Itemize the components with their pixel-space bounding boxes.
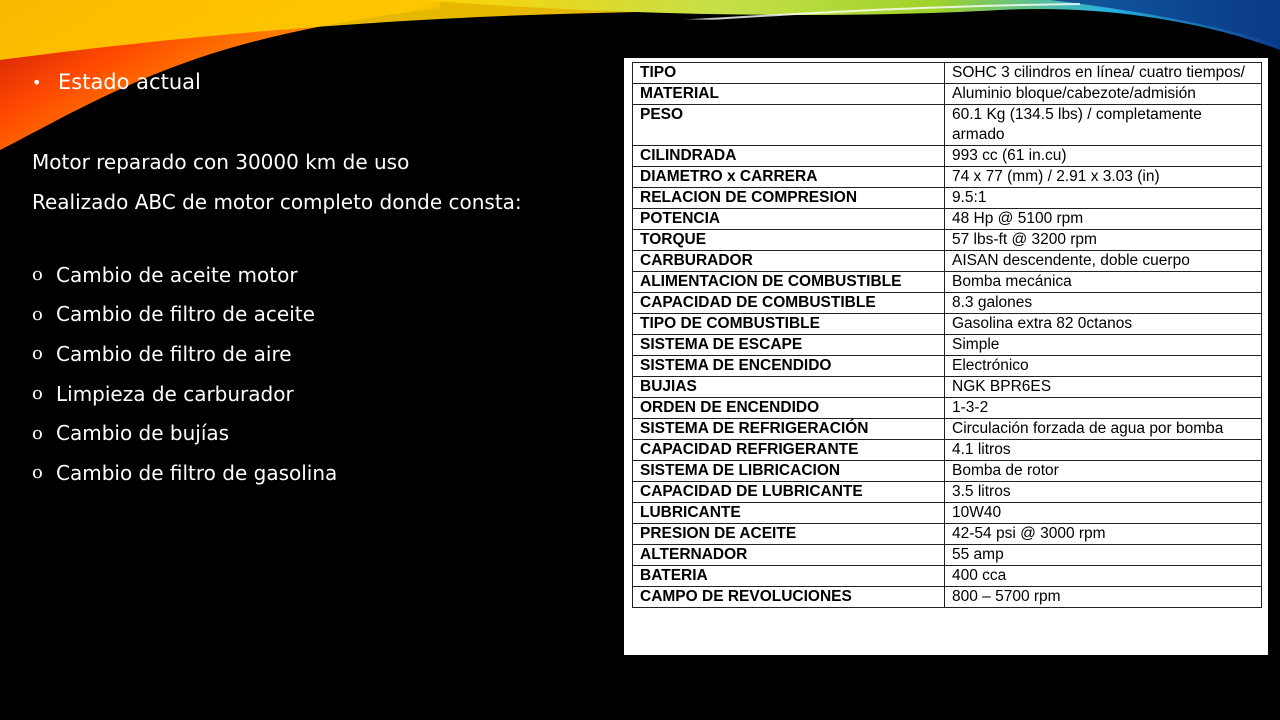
- spec-value: 400 cca: [945, 566, 1262, 587]
- spec-value: 3.5 litros: [945, 482, 1262, 503]
- spec-row: [633, 356, 1262, 377]
- spec-value: Circulación forzada de agua por bomba: [945, 419, 1262, 440]
- service-item: [32, 413, 337, 453]
- service-item: [32, 334, 337, 374]
- spec-row: [633, 545, 1262, 566]
- spec-row: [633, 188, 1262, 209]
- spec-row: [633, 272, 1262, 293]
- spec-row: [633, 63, 1262, 84]
- section-heading: [32, 70, 552, 94]
- spec-row: [633, 440, 1262, 461]
- service-item-text: Limpieza de carburador: [56, 381, 294, 406]
- spec-key: TIPO: [633, 63, 945, 84]
- spec-value: Electrónico: [945, 356, 1262, 377]
- service-item: [32, 374, 337, 414]
- spec-row: [633, 230, 1262, 251]
- spec-key: CAPACIDAD DE LUBRICANTE: [633, 482, 945, 503]
- spec-row: [633, 84, 1262, 105]
- left-text-column: [32, 70, 552, 485]
- spec-value: 55 amp: [945, 545, 1262, 566]
- spec-key: BATERIA: [633, 566, 945, 587]
- spec-row: [633, 482, 1262, 503]
- spec-key: RELACION DE COMPRESION: [633, 188, 945, 209]
- spec-key: LUBRICANTE: [633, 503, 945, 524]
- service-item: [32, 295, 337, 335]
- spec-value: 42-54 psi @ 3000 rpm: [945, 524, 1262, 545]
- spec-key: BUJIAS: [633, 377, 945, 398]
- item-bullet: o: [32, 303, 43, 325]
- service-item-text: Cambio de filtro de aire: [56, 341, 292, 366]
- spec-key: CILINDRADA: [633, 146, 945, 167]
- service-item-text: Cambio de aceite motor: [56, 262, 298, 287]
- spec-value: 48 Hp @ 5100 rpm: [945, 209, 1262, 230]
- bullet-dot: •: [32, 72, 42, 92]
- spec-value: 800 – 5700 rpm: [945, 587, 1262, 608]
- spec-value: Gasolina extra 82 0ctanos: [945, 314, 1262, 335]
- heading-text: Estado actual: [58, 70, 201, 94]
- spec-key: CAMPO DE REVOLUCIONES: [633, 587, 945, 608]
- spec-value: 9.5:1: [945, 188, 1262, 209]
- spec-key: PRESION DE ACEITE: [633, 524, 945, 545]
- spec-value: Aluminio bloque/cabezote/admisión: [945, 84, 1262, 105]
- service-item-text: Cambio de filtro de aceite: [56, 302, 315, 327]
- spec-key: TIPO DE COMBUSTIBLE: [633, 314, 945, 335]
- spec-key: TORQUE: [633, 230, 945, 251]
- spec-value: Simple: [945, 335, 1262, 356]
- spec-table-image: [624, 58, 1268, 655]
- service-item-text: Cambio de filtro de gasolina: [56, 460, 338, 485]
- spec-value: 1-3-2: [945, 398, 1262, 419]
- spec-key: ORDEN DE ENCENDIDO: [633, 398, 945, 419]
- item-bullet: o: [32, 343, 43, 365]
- service-item-text: Cambio de bujías: [56, 421, 230, 446]
- spec-value: 60.1 Kg (134.5 lbs) / completamente armado: [945, 105, 1262, 146]
- spec-key: CAPACIDAD DE COMBUSTIBLE: [633, 293, 945, 314]
- spec-row: [633, 293, 1262, 314]
- spec-row: [633, 377, 1262, 398]
- spec-row: [633, 105, 1262, 146]
- spec-row: [633, 398, 1262, 419]
- spec-key: CAPACIDAD REFRIGERANTE: [633, 440, 945, 461]
- spec-row: [633, 167, 1262, 188]
- item-bullet: o: [32, 383, 43, 405]
- spec-row: [633, 587, 1262, 608]
- spec-key: SISTEMA DE LIBRICACION: [633, 461, 945, 482]
- spec-value: 57 lbs-ft @ 3200 rpm: [945, 230, 1262, 251]
- spec-row: [633, 503, 1262, 524]
- spec-row: [633, 461, 1262, 482]
- spec-row: [633, 209, 1262, 230]
- spec-value: 4.1 litros: [945, 440, 1262, 461]
- spec-key: ALIMENTACION DE COMBUSTIBLE: [633, 272, 945, 293]
- item-bullet: o: [32, 264, 43, 286]
- spec-key: SISTEMA DE ENCENDIDO: [633, 356, 945, 377]
- spec-key: POTENCIA: [633, 209, 945, 230]
- service-item: [32, 255, 337, 295]
- spec-row: [633, 335, 1262, 356]
- spec-value: 993 cc (61 in.cu): [945, 146, 1262, 167]
- item-bullet: o: [32, 422, 43, 444]
- spec-key: SISTEMA DE REFRIGERACIÓN: [633, 419, 945, 440]
- spec-key: SISTEMA DE ESCAPE: [633, 335, 945, 356]
- spec-row: [633, 419, 1262, 440]
- spec-row: [633, 524, 1262, 545]
- spec-value: Bomba de rotor: [945, 461, 1262, 482]
- spec-row: [633, 251, 1262, 272]
- spec-value: 74 x 77 (mm) / 2.91 x 3.03 (in): [945, 167, 1262, 188]
- spec-row: [633, 314, 1262, 335]
- spec-value: Bomba mecánica: [945, 272, 1262, 293]
- paragraph-motor-repaired: Motor reparado con 30000 km de uso: [32, 150, 410, 174]
- spec-key: MATERIAL: [633, 84, 945, 105]
- engine-spec-table: [632, 62, 1262, 608]
- spec-key: ALTERNADOR: [633, 545, 945, 566]
- spec-value: SOHC 3 cilindros en línea/ cuatro tiempos/: [945, 63, 1262, 84]
- service-item: [32, 453, 337, 493]
- spec-row: [633, 146, 1262, 167]
- spec-value: 10W40: [945, 503, 1262, 524]
- spec-value: 8.3 galones: [945, 293, 1262, 314]
- item-bullet: o: [32, 462, 43, 484]
- spec-key: DIAMETRO x CARRERA: [633, 167, 945, 188]
- spec-key: PESO: [633, 105, 945, 146]
- spec-row: [633, 566, 1262, 587]
- spec-key: CARBURADOR: [633, 251, 945, 272]
- spec-value: NGK BPR6ES: [945, 377, 1262, 398]
- service-items-list: [32, 255, 337, 493]
- spec-value: AISAN descendente, doble cuerpo: [945, 251, 1262, 272]
- paragraph-abc-service: Realizado ABC de motor completo donde consta:: [32, 190, 522, 214]
